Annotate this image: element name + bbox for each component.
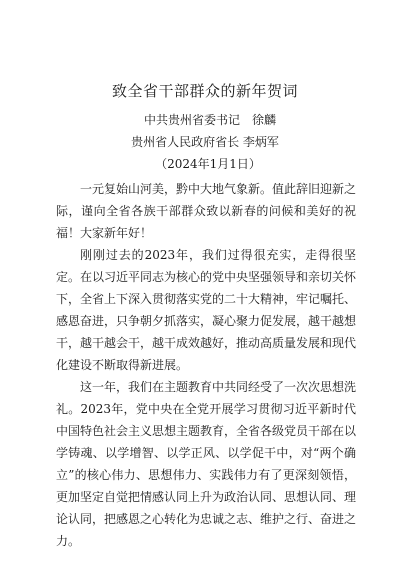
author-party-secretary: 中共贵州省委书记 徐麟	[143, 113, 276, 127]
document-body	[56, 178, 356, 552]
author-governor: 贵州省人民政府省长 李炳军	[131, 135, 279, 149]
document-date: （2024年1月1日）	[155, 157, 261, 171]
paragraph: 一元复始山河美，黔中大地气象新。值此辞旧迎新之际，谨向全省各族干部群众致以新春的问候和美好的祝福！大家新年好！	[56, 182, 357, 240]
document-title: 致全省干部群众的新年贺词	[111, 82, 298, 100]
paragraph: 刚刚过去的2023年，我们过得很充实，走得很坚定。在以习近平同志为核心的党中央坚强领导和亲切关怀下，全省上下深入贯彻落实党的二十大精神，牢记嘱托、感恩奋进，只争朝夕抓落实，凝心聚力促发展，越干越想干，越干越会干，越干成效越好，推动高质量发展和现代化建设不断取得新进展。	[56, 248, 357, 372]
paragraph: 这一年，我们在主题教育中共同经受了一次次思想洗礼。2023年，党中央在全党开展学习贯彻习近平新时代中国特色社会主义思想主题教育，全省各级党员干部在以学铸魂、以学增智、以学正风、以学促干中，对“两个确立”的核心伟力、思想伟力、实践伟力有了更深刻领悟，更加坚定自觉把情感认同上升为政治认同、思想认同、理论认同，把感恩之心转化为忠诚之志、维护之行、奋进之力。	[56, 380, 357, 548]
